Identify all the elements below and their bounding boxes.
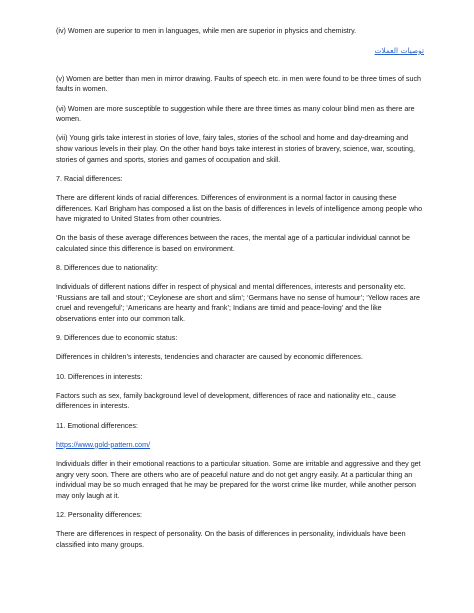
- paragraph-personality: There are differences in respect of personality. On the basis of differences in personality, individuals have been classified into many groups.: [56, 530, 406, 549]
- heading-nationality-differences: 8. Differences due to nationality:: [56, 264, 158, 273]
- paragraph-emotional: Individuals differ in their emotional reactions to a particular situation. Some are irritable and aggressive and they get angry very soon. There are others who are of peaceful nature and do not get angry easily. At a particular thing an individual may be so much enraged that he may be prepared for the worst crime like murder, while another person may only laugh at it.: [56, 459, 421, 500]
- gold-pattern-link[interactable]: https://www.gold-pattern.com/: [56, 440, 151, 449]
- paragraph-nationality: Individuals of different nations differ in respect of physical and mental differences, interests and personality etc. ‘Russians are tall and stout’; ‘Ceylonese are short and slim’; ‘Germans have no sense of humour’; ‘Yellow races are cruel and revengeful’; ‘Americans are hearty and frank’; Indians are timid and peace-loving’ and the like observations enter into our common talk.: [56, 283, 420, 324]
- heading-interest-differences: 10. Differences in interests:: [56, 372, 143, 381]
- paragraph-v: (v) Women are better than men in mirror drawing. Faults of speech etc. in men were found to be three times of such faults in women.: [56, 74, 422, 94]
- paragraph-interests: Factors such as sex, family background level of development, differences of race and nationality etc., cause differences in interests.: [56, 391, 397, 411]
- paragraph-racial-2: On the basis of these average differences between the races, the mental age of a particular individual cannot be calculated since this difference is based on environment.: [56, 234, 410, 253]
- paragraph-iv: (iv) Women are superior to men in languages, while men are superior in physics and chemistry.: [56, 27, 357, 35]
- paragraph-vii: (vii) Young girls take interest in stories of love, fairy tales, stories of the school and home and day-dreaming and show various levels in their play. On the other hand boys take interest in stories of bravery, science, war, scouting, stories of games and sports, stories and games of occupation and skill.: [56, 134, 415, 164]
- heading-personality-differences: 12. Personality differences:: [56, 510, 143, 519]
- url-paragraph: [56, 440, 424, 451]
- paragraph-economic: Differences in children’s interests, tendencies and character are caused by economic differences.: [56, 353, 363, 362]
- heading-economic-differences: 9. Differences due to economic status:: [56, 334, 178, 343]
- paragraph-vi: (vi) Women are more susceptible to suggestion while there are three times as many colour blind men as there are women.: [56, 104, 415, 124]
- document-page: [56, 26, 424, 559]
- paragraph-racial-1: There are different kinds of racial differences. Differences of environment is a normal factor in causing these differences. Karl Brigham has composed a list on the basis of differences in levels of intelligence among people who have migrated to United States from other countries.: [56, 193, 423, 224]
- heading-emotional-differences: 11. Emotional differences:: [56, 421, 138, 430]
- heading-racial-differences: 7. Racial differences:: [56, 174, 123, 183]
- currency-recommendations-link[interactable]: توصيات العملات: [374, 45, 424, 55]
